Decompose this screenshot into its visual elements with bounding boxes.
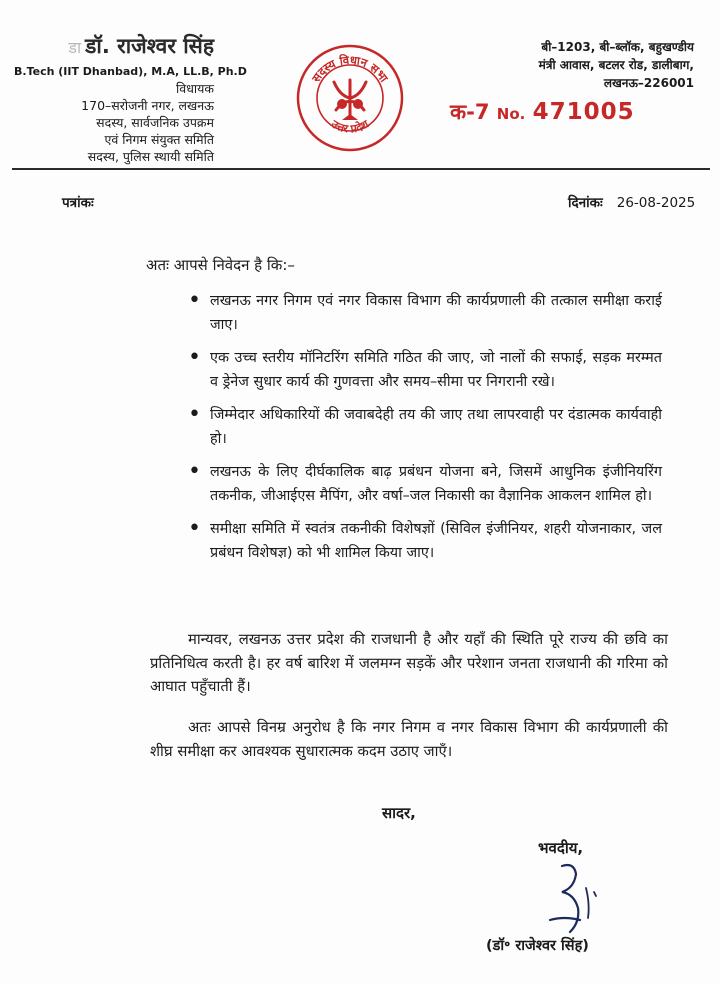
paragraph-1: मान्यवर, लखनऊ उत्तर प्रदेश की राजधानी है और यहाँ की स्थिति पूरे राज्य की छवि का प्रतिनिधित्व करती है। हर वर्ष बारिश में जलमग्न सड़कें और परेशान जनता राजधानी की गरिमा को आघात पहुँचाती हैं। (150, 631, 668, 695)
address-line-2: मंत्री आवास, बटलर रोड, डालीबाग, (538, 58, 694, 72)
sender-education: B.Tech (IIT Dhanbad), M.A, LL.B, Ph.D (14, 65, 247, 78)
up-vidhan-sabha-emblem-icon (296, 44, 404, 152)
handwritten-signature (540, 858, 610, 938)
ref-no-label: No. (496, 105, 526, 123)
dinank-label: दिनांकः (568, 195, 603, 211)
letter-date: 26-08-2025 (616, 195, 696, 211)
letterhead-divider (12, 168, 710, 170)
list-item: • लखनऊ नगर निगम एवं नगर विकास विभाग की कार्यप्रणाली की तत्काल समीक्षा कराई जाए। (210, 290, 662, 337)
closing-saadar: सादर, (382, 804, 416, 822)
sender-constituency: 170–सरोजनी नगर, लखनऊ (81, 98, 214, 113)
letterhead-right (440, 38, 700, 126)
emblem-top-text: सदस्य विधान सभा (308, 52, 391, 85)
closing-bhavdiya: भवदीय, (538, 839, 584, 857)
list-item: • एक उच्च स्तरीय मॉनिटरिंग समिति गठित की जाए, जो नालों की सफाई, सड़क मरम्मत व ड्रेनेज सुधार कार्य की गुणवत्ता और समय–सीमा पर निगरानी रखे। (210, 347, 662, 394)
paragraph-2: अतः आपसे विनम्र अनुरोध है कि नगर निगम व नगर विकास विभाग की कार्यप्रणाली की शीघ्र समीक्षा कर आवश्यक सुधारात्मक कदम उठाए जाएँ। (150, 719, 668, 760)
sender-membership-2: एवं निगम संयुक्त समिति (104, 132, 214, 147)
sender-name-line (14, 32, 214, 62)
letterhead-left (14, 32, 247, 165)
request-list (210, 290, 662, 575)
address-line-1: बी–1203, बी–ब्लॉक, बहुखण्डीय (541, 40, 694, 54)
list-item: • समीक्षा समिति में स्वतंत्र तकनीकी विशेषज्ञों (सिविल इंजीनियर, शहरी योजनाकार, जल प्रबंधन विशेषज्ञ) को भी शामिल किया जाए। (210, 518, 662, 565)
sender-designation: विधायक (176, 81, 214, 96)
address-line-3: लखनऊ–226001 (603, 76, 694, 90)
date-line (568, 193, 695, 211)
emblem-bottom-text: उत्तर प्रदेश (328, 117, 372, 136)
patrank-label: पत्रांकः (62, 195, 94, 211)
list-item: • लखनऊ के लिए दीर्घकालिक बाढ़ प्रबंधन योजना बने, जिसमें आधुनिक इंजीनियरिंग तकनीक, जीआईएस मैपिंग, और वर्षा–जल निकासी का वैज्ञानिक आकलन शामिल हो। (210, 461, 662, 508)
sender-membership-3: सदस्य, पुलिस स्थायी समिति (87, 149, 214, 164)
sender-name: डॉ. राजेश्वर सिंह (85, 34, 214, 58)
list-item: • जिम्मेदार अधिकारियों की जवाबदेही तय की जाए तथा लापरवाही पर दंडात्मक कार्यवाही हो। (210, 404, 662, 451)
signer-name: (डॉ॰ राजेश्वर सिंह) (486, 938, 589, 954)
reference-number (440, 98, 700, 126)
ref-number: 471005 (532, 99, 635, 125)
sender-name-prefix: डा (68, 38, 82, 57)
sender-membership-1: सदस्य, सार्वजनिक उपक्रम (96, 115, 214, 130)
letter-intro: अतः आपसे निवेदन है कि:– (146, 256, 295, 274)
ref-prefix: क-7 (450, 100, 490, 124)
